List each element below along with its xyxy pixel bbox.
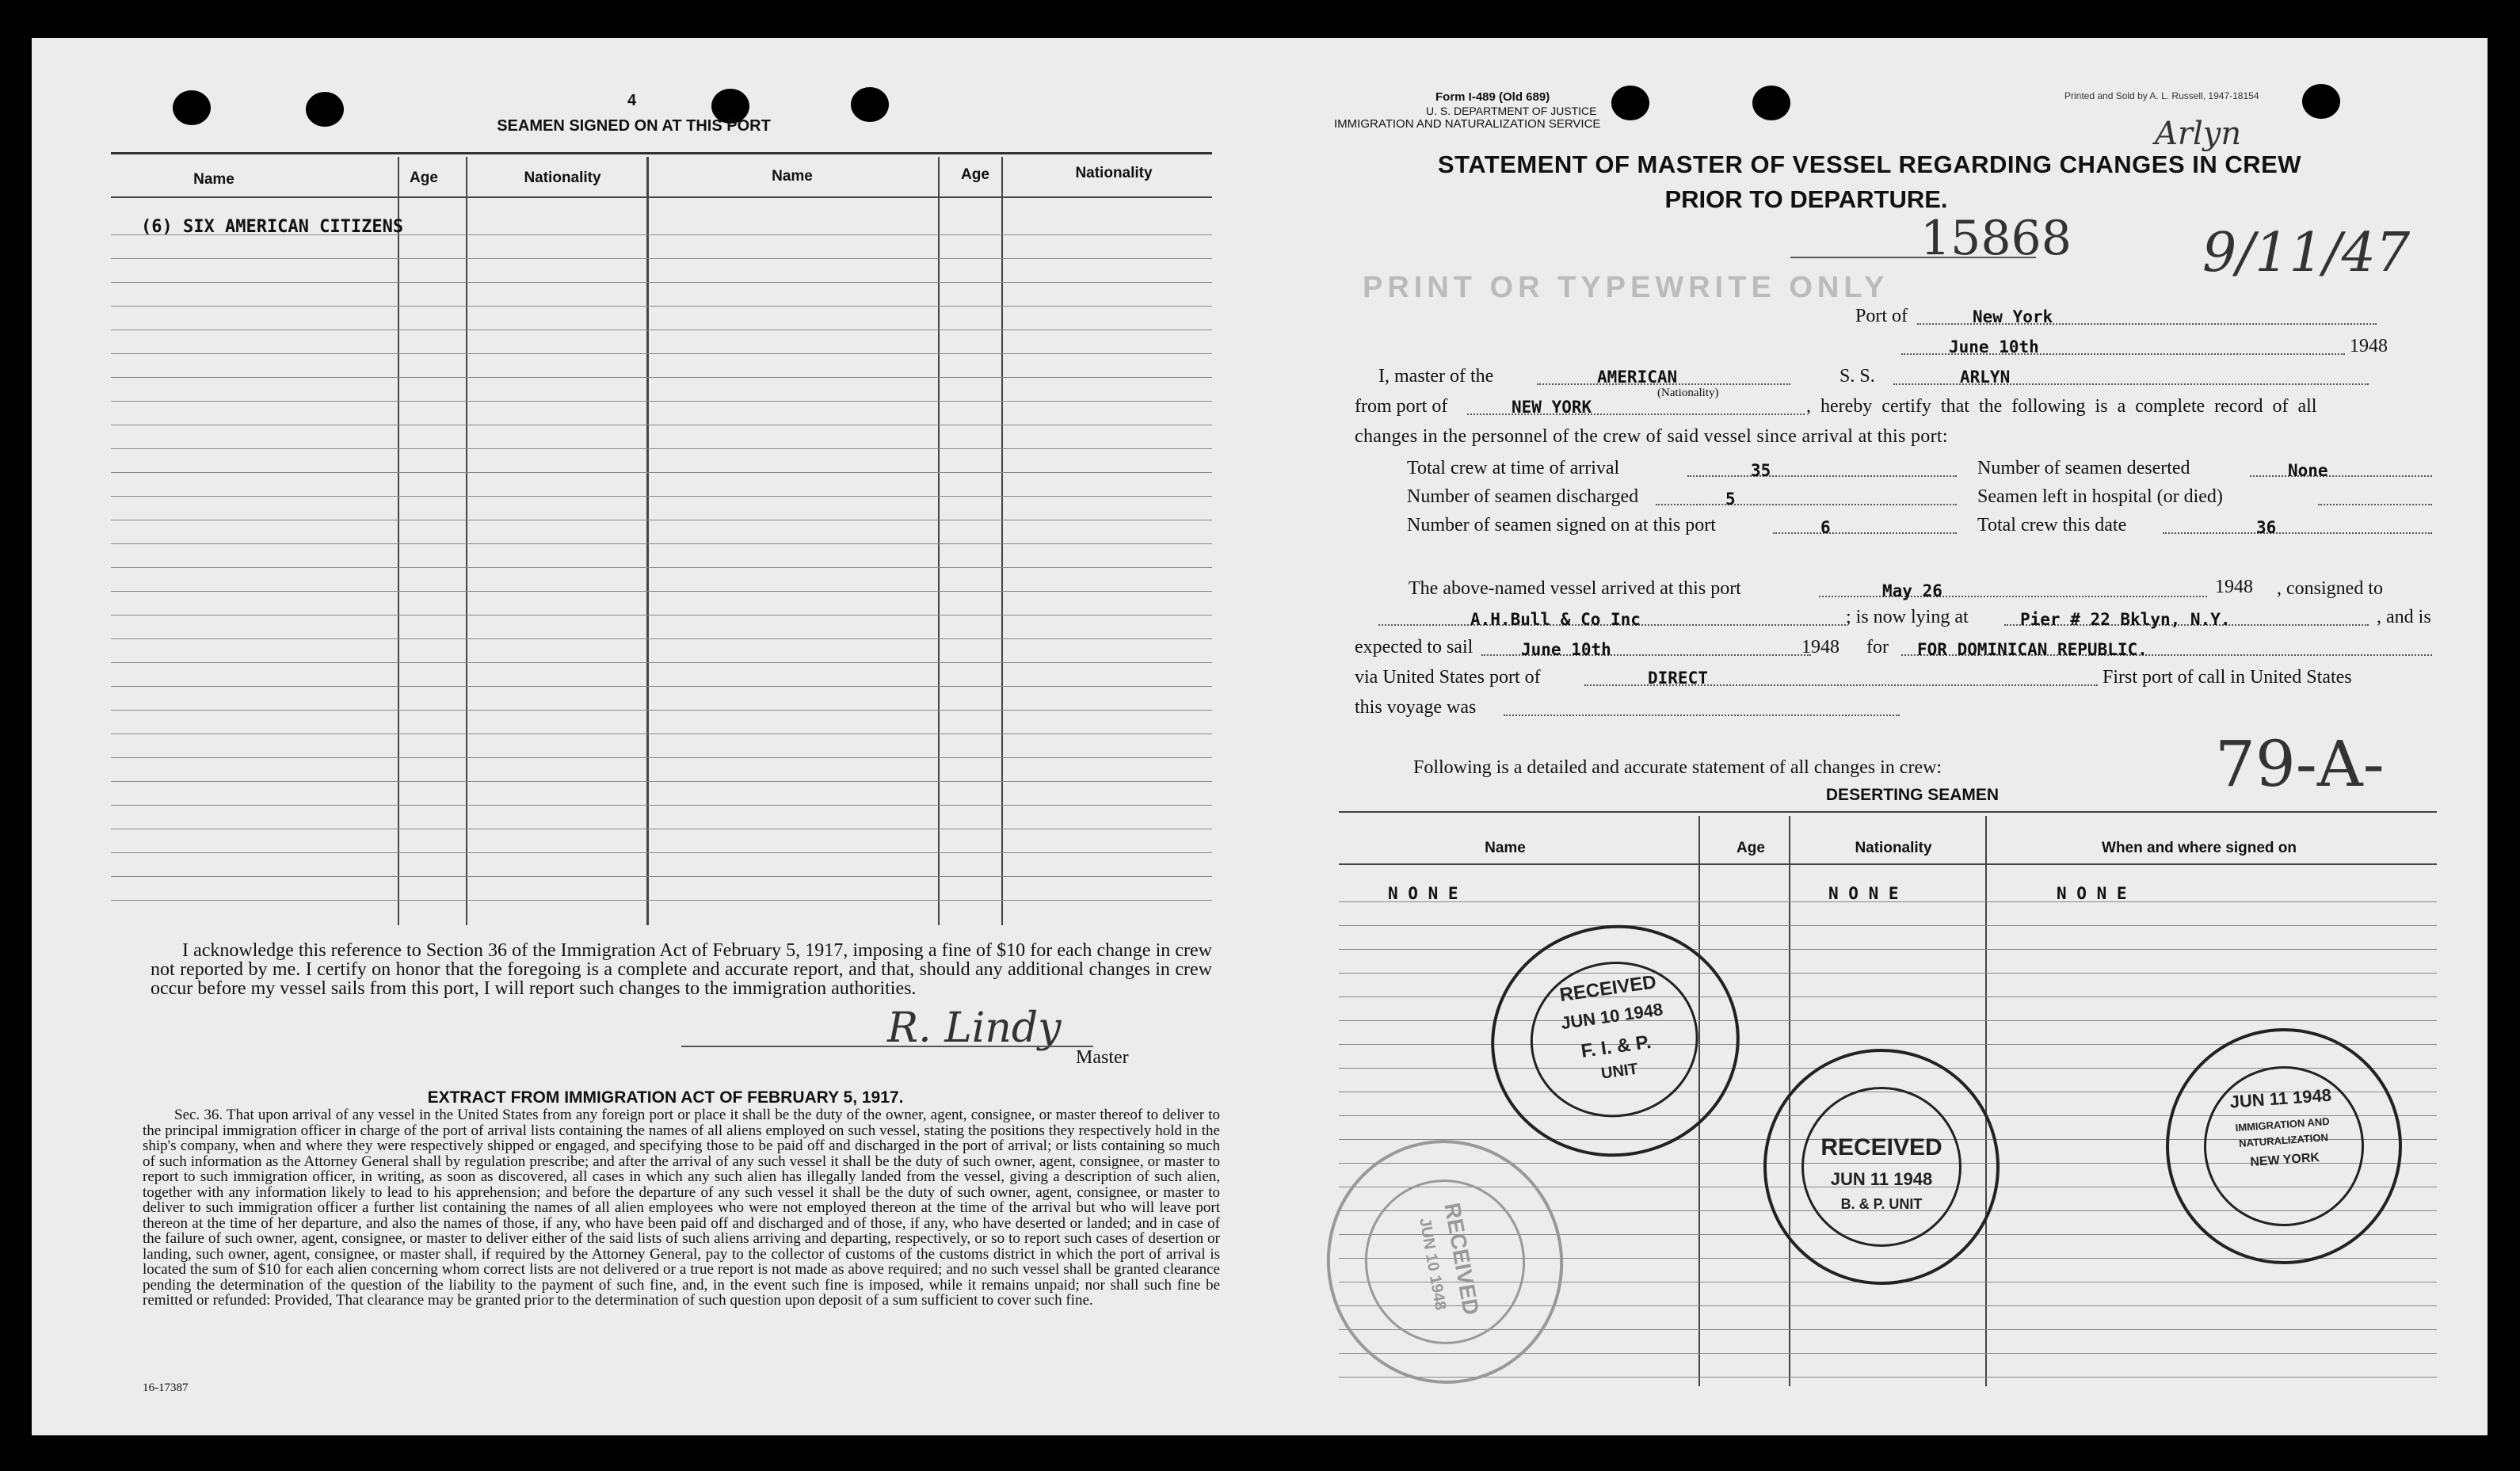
table-row-rule bbox=[111, 591, 1212, 592]
table-row-rule bbox=[111, 686, 1212, 687]
via-text: via United States port of bbox=[1355, 667, 1541, 688]
from-port-value: NEW YORK bbox=[1512, 398, 1592, 417]
table-row-rule bbox=[1339, 973, 2437, 974]
port-label: Port of bbox=[1855, 306, 1908, 326]
table-row-rule bbox=[1339, 949, 2437, 950]
table-header-rule bbox=[111, 196, 1212, 198]
consignee-value: A.H.Bull & Co Inc bbox=[1470, 610, 1641, 629]
acknowledgment-text: I acknowledge this reference to Section 36 of the Immigration Act of February 5, 1917, imposing a fine of $10 for each change in crew not reported by me. I certify on honor that the foregoing is a complete and accurate report, and that, should any additional changes in crew occur before my vessel sails from this port, I will report such changes to the immigration authorities. bbox=[151, 940, 1212, 999]
table-row-rule bbox=[111, 377, 1212, 378]
print-notice: PRINT OR TYPEWRITE ONLY bbox=[1363, 271, 1889, 304]
table-row-rule bbox=[111, 638, 1212, 639]
right-table-header-rule bbox=[1339, 863, 2437, 865]
stamp-text: JUN 10 1948 bbox=[1559, 999, 1664, 1034]
stamp-text: B. & P. UNIT bbox=[1840, 1196, 1923, 1212]
document-sheet bbox=[32, 38, 2488, 1435]
col-header: Nationality bbox=[1855, 840, 1932, 856]
deserted-label: Number of seamen deserted bbox=[1977, 458, 2190, 478]
table-row-rule bbox=[111, 852, 1212, 853]
punch-hole bbox=[1611, 86, 1649, 120]
arrived-text: The above-named vessel arrived at this port bbox=[1409, 578, 1741, 599]
deserted-value: None bbox=[2288, 461, 2328, 480]
total-crew-arrival-value: 35 bbox=[1751, 461, 1771, 480]
from-port-label: from port of bbox=[1355, 396, 1448, 417]
table-row-rule bbox=[111, 282, 1212, 283]
master-label: Master bbox=[1076, 1047, 1129, 1068]
signed-on-value: 6 bbox=[1820, 518, 1831, 537]
extract-title: EXTRACT FROM IMMIGRATION ACT OF FEBRUARY 5, 1917. bbox=[427, 1088, 904, 1107]
hospital-label: Seamen left in hospital (or died) bbox=[1977, 486, 2223, 507]
expected-value: June 10th bbox=[1521, 640, 1611, 659]
table-row-rule bbox=[111, 900, 1212, 901]
table-row-rule bbox=[111, 662, 1212, 663]
stamp-text: JUN 11 1948 bbox=[2228, 1084, 2332, 1112]
form-title-line1: STATEMENT OF MASTER OF VESSEL REGARDING CHANGES IN CREW bbox=[1437, 151, 2302, 178]
table-row-rule bbox=[111, 805, 1212, 806]
col-header: Age bbox=[961, 166, 989, 183]
stamp-text: UNIT bbox=[1599, 1060, 1640, 1083]
stamp-text: RECEIVED bbox=[1820, 1134, 1942, 1160]
received-stamp bbox=[1763, 1049, 2000, 1285]
col-header: When and where signed on bbox=[2102, 840, 2297, 856]
for-text: for bbox=[1866, 637, 1889, 657]
col-header: Nationality bbox=[1075, 165, 1153, 181]
col-header: Name bbox=[1485, 840, 1526, 856]
table-row-rule bbox=[111, 543, 1212, 544]
via-value: DIRECT bbox=[1648, 669, 1708, 688]
table-row-rule bbox=[111, 353, 1212, 354]
voyage-text: this voyage was bbox=[1355, 697, 1477, 718]
nationality-caption: (Nationality) bbox=[1657, 387, 1719, 399]
col-header: Age bbox=[410, 170, 438, 186]
stamp-text: RECEIVED bbox=[1439, 1201, 1484, 1317]
stamp-text: JUN 10 1948 bbox=[1416, 1216, 1450, 1312]
table-row-rule bbox=[111, 306, 1212, 307]
stamp-text: JUN 11 1948 bbox=[1830, 1169, 1933, 1189]
table-row-rule bbox=[111, 496, 1212, 497]
table-row-rule bbox=[111, 876, 1212, 877]
col-header: Name bbox=[193, 171, 234, 188]
punch-hole bbox=[173, 90, 211, 125]
and-is-text: , and is bbox=[2377, 607, 2431, 627]
table-row-rule bbox=[111, 258, 1212, 259]
col-header: Name bbox=[772, 168, 813, 185]
total-crew-arrival-label: Total crew at time of arrival bbox=[1407, 458, 1620, 478]
certify-text: , hereby certify that the following is a complete record of all bbox=[1806, 396, 2317, 417]
printer-note: Printed and Sold by A. L. Russell, 1947-18154 bbox=[2064, 90, 2259, 101]
table-row-rule bbox=[111, 710, 1212, 711]
table-row-rule bbox=[111, 472, 1212, 473]
page-number: 4 bbox=[627, 92, 637, 109]
department: U. S. DEPARTMENT OF JUSTICE bbox=[1426, 105, 1597, 117]
punch-hole bbox=[851, 87, 889, 122]
table-row-rule bbox=[1339, 1377, 2437, 1378]
signed-on-label: Number of seamen signed on at this port bbox=[1407, 515, 1716, 535]
lying-text: ; is now lying at bbox=[1846, 607, 1969, 627]
port-value: New York bbox=[1973, 307, 2053, 326]
none-cell: N O N E bbox=[1828, 884, 1899, 903]
master-of-label: I, master of the bbox=[1378, 366, 1494, 387]
consigned-text: , consigned to bbox=[2277, 578, 2383, 599]
form-number: Form I-489 (Old 689) bbox=[1435, 90, 1550, 104]
table-row-rule bbox=[111, 757, 1212, 758]
table-row-rule bbox=[111, 401, 1212, 402]
extract-text: Sec. 36. That upon arrival of any vessel in the United States from any foreign port or place it shall be the duty of the owner, agent, consignee, or master thereof to deliver to the principal immigration officer in charge of the port of arrival lists containing the names of all aliens employed on such vessel, stating the positions they respectively hold in the ship's company, when and where they were respectively shipped or engaged, and specifying those to be paid off and discharged in the port of arrival; or lists containing so much of such information as the Attorney General shall by regulation prescribe; and after the arrival of any such vessel it shall be the duty of such owner, agent, consignee, or master to report to such immigration officer, in writing, as soon as discovered, all cases in which any such alien has illegally landed from the vessel, giving a description of such alien, together with any information likely to lead to his apprehension; and before the departure of any such vessel it shall be the duty of such owner, agent, consignee, or master to deliver to such immigration officer a further list containing the names of all alien employees who were not employed thereon at the time of the arrival but who will leave port thereon at the time of her departure, and also the names of those, if any, who have been paid off and discharged and of those, if any, who have deserted or landed; and in case of the failure of such owner, agent, consignee, or master to deliver either of the said lists of such aliens arriving and departing, respectively, or so to report such cases of desertion or landing, such owner, agent, consignee, or master shall, if required by the Attorney General, pay to the collector of customs of the customs district in which the port of arrival is located the sum of $10 for each alien concerning whom correct lists are not delivered or a true report is not made as above required; and no such vessel shall be granted clearance pending the determination of the question of the liability to the payment of such fine, and, in the event such fine is imposed, while it remains unpaid; nor shall such fine be remitted or refunded: Provided, That clearance may be granted prior to the determination of such question upon deposit of a sum sufficient to cover such fine. bbox=[143, 1107, 1220, 1309]
punch-hole bbox=[2302, 84, 2340, 119]
nationality-value: AMERICAN bbox=[1597, 368, 1678, 387]
none-cell: N O N E bbox=[1388, 884, 1458, 903]
stamp-text: NATURALIZATION bbox=[2238, 1131, 2329, 1149]
col-header: Nationality bbox=[524, 170, 601, 186]
punch-hole bbox=[1752, 86, 1790, 120]
changes-text: changes in the personnel of the crew of said vessel since arrival at this port: bbox=[1355, 426, 1948, 447]
table-entry: (6) SIX AMERICAN CITIZENS bbox=[141, 217, 404, 237]
handwritten-name: Arlyn bbox=[2155, 116, 2242, 152]
form-title-line2: PRIOR TO DEPARTURE. bbox=[1664, 185, 1948, 213]
expected-text: expected to sail bbox=[1355, 637, 1473, 657]
table-top-rule bbox=[111, 152, 1212, 155]
deserting-title: DESERTING SEAMEN bbox=[1825, 786, 2000, 804]
date-value: June 10th bbox=[1949, 337, 2039, 356]
table-row-rule bbox=[111, 781, 1212, 782]
right-table-top-rule bbox=[1339, 811, 2437, 813]
arrival-year: 1948 bbox=[2215, 577, 2253, 597]
file-number: 15868 bbox=[1920, 211, 2072, 266]
first-port-text: First port of call in United States bbox=[2103, 667, 2352, 688]
table-row-rule bbox=[1339, 925, 2437, 926]
stamp-text: RECEIVED bbox=[1558, 971, 1658, 1007]
stamp-text: NEW YORK bbox=[2249, 1150, 2320, 1169]
expected-year: 1948 bbox=[1801, 637, 1839, 657]
for-value: FOR DOMINICAN REPUBLIC. bbox=[1917, 640, 2148, 659]
total-crew-date-value: 36 bbox=[2256, 518, 2277, 537]
handwritten-code: 79-A- bbox=[2215, 727, 2385, 801]
ship-name: ARLYN bbox=[1960, 368, 2011, 387]
service: IMMIGRATION AND NATURALIZATION SERVICE bbox=[1334, 117, 1601, 131]
table-row-rule bbox=[111, 448, 1212, 449]
none-cell: N O N E bbox=[2057, 884, 2127, 903]
lying-value: Pier # 22 Bklyn, N.Y. bbox=[2020, 610, 2231, 629]
stamp-text: F. I. & P. bbox=[1580, 1031, 1653, 1062]
master-signature: R. Lindy bbox=[887, 1004, 1062, 1052]
col-header: Age bbox=[1737, 840, 1765, 856]
arrived-value: May 26 bbox=[1882, 581, 1942, 600]
discharged-value: 5 bbox=[1725, 490, 1736, 509]
section-title: SEAMEN SIGNED ON AT THIS PORT bbox=[497, 117, 771, 135]
stamp-text: IMMIGRATION AND bbox=[2235, 1115, 2331, 1134]
table-row-rule bbox=[111, 567, 1212, 568]
ss-label: S. S. bbox=[1839, 366, 1875, 387]
total-crew-date-label: Total crew this date bbox=[1977, 515, 2127, 535]
discharged-label: Number of seamen discharged bbox=[1407, 486, 1639, 507]
form-code: 16-17387 bbox=[143, 1381, 189, 1394]
following-text: Following is a detailed and accurate statement of all changes in crew: bbox=[1413, 757, 1942, 778]
year-value: 1948 bbox=[2350, 336, 2388, 356]
punch-hole bbox=[306, 92, 344, 127]
handwritten-date: 9/11/47 bbox=[2202, 222, 2411, 284]
